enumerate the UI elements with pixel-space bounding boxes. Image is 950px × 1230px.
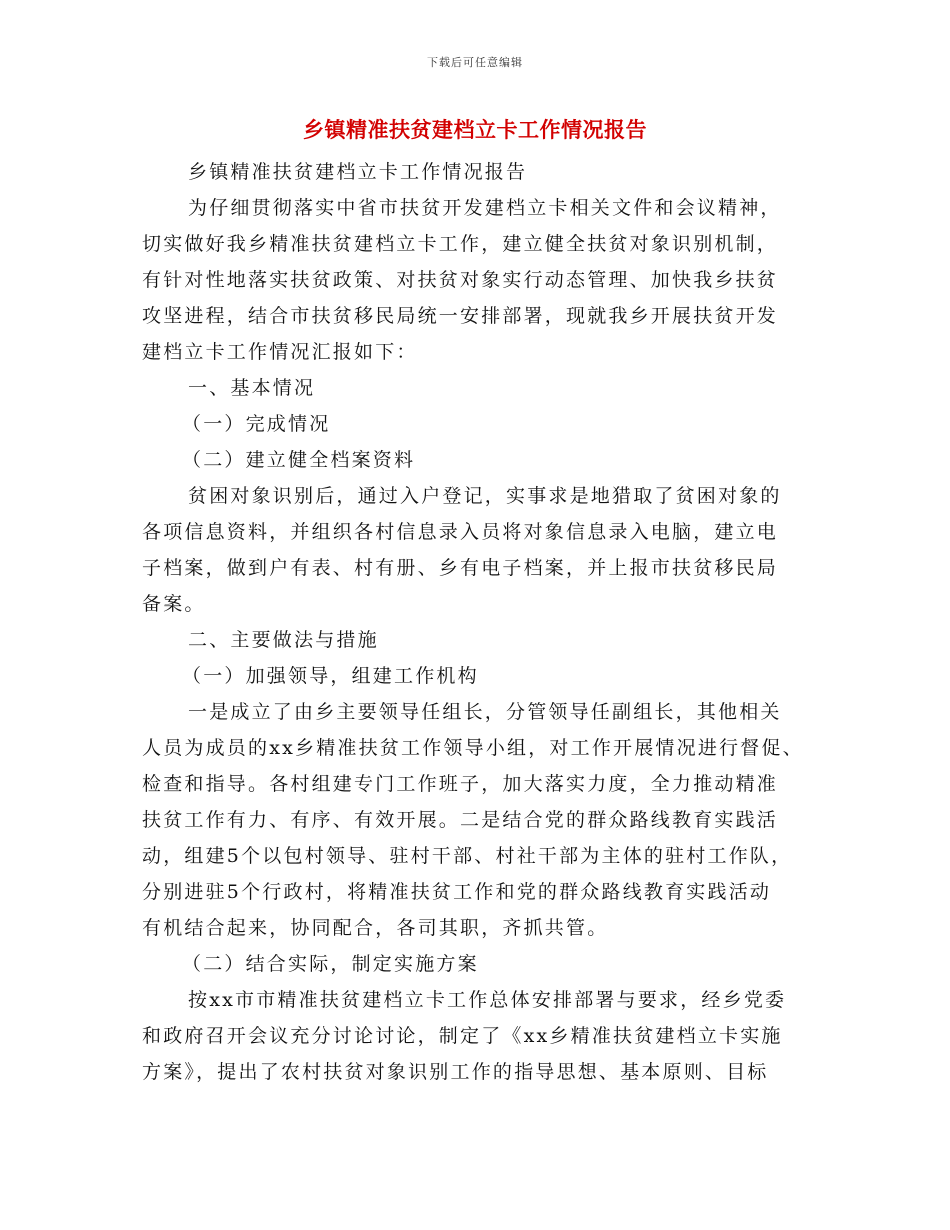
section-heading: 一、基本情况 — [188, 377, 316, 399]
body-line: 乡镇精准扶贫建档立卡工作情况报告 — [188, 161, 528, 183]
document-body — [142, 154, 812, 1090]
body-line: 方案》，提出了农村扶贫对象识别工作的指导思想、基本原则、目标 — [142, 1061, 769, 1083]
body-line: 人员为成员的xx乡精准扶贫工作领导小组，对工作开展情况进行督促、 — [142, 737, 804, 759]
body-line: 按xx市市精准扶贫建档立卡工作总体安排部署与要求，经乡党委 — [188, 989, 787, 1011]
subsection-heading: （一）加强领导，组建工作机构 — [182, 665, 479, 687]
document-title: 乡镇精准扶贫建档立卡工作情况报告 — [303, 118, 647, 142]
body-line: 检查和指导。各村组建专门工作班子，加大落实力度，全力推动精准 — [142, 773, 779, 795]
body-line: 有机结合起来，协同配合，各司其职，齐抓共管。 — [142, 917, 609, 939]
body-line: 分别进驻5个行政村，将精准扶贫工作和党的群众路线教育实践活动 — [142, 881, 772, 903]
body-line: 各项信息资料，并组织各村信息录入员将对象信息录入电脑，建立电 — [142, 521, 779, 543]
body-line: 一是成立了由乡主要领导任组长，分管领导任副组长，其他相关 — [188, 701, 782, 723]
subsection-heading: （二）建立健全档案资料 — [182, 449, 416, 471]
body-line: 建档立卡工作情况汇报如下： — [142, 341, 418, 363]
header-note: 下载后可任意编辑 — [427, 56, 523, 69]
subsection-heading: （二）结合实际，制定实施方案 — [182, 953, 479, 975]
body-line: 贫困对象识别后，通过入户登记，实事求是地猎取了贫困对象的 — [188, 485, 782, 507]
body-line: 动，组建5个以包村领导、驻村干部、村社干部为主体的驻村工作队， — [142, 845, 793, 867]
body-line: 攻坚进程，结合市扶贫移民局统一安排部署，现就我乡开展扶贫开发 — [142, 305, 779, 327]
section-heading: 二、主要做法与措施 — [188, 629, 379, 651]
body-line: 子档案，做到户有表、村有册、乡有电子档案，并上报市扶贫移民局 — [142, 557, 779, 579]
body-line: 扶贫工作有力、有序、有效开展。二是结合党的群众路线教育实践活 — [142, 809, 779, 831]
body-line: 有针对性地落实扶贫政策、对扶贫对象实行动态管理、加快我乡扶贫 — [142, 269, 779, 291]
body-line: 为仔细贯彻落实中省市扶贫开发建档立卡相关文件和会议精神， — [188, 197, 782, 219]
body-line: 切实做好我乡精准扶贫建档立卡工作，建立健全扶贫对象识别机制， — [142, 233, 779, 255]
body-line: 和政府召开会议充分讨论讨论，制定了《xx乡精准扶贫建档立卡实施 — [142, 1025, 783, 1047]
subsection-heading: （一）完成情况 — [182, 413, 331, 435]
body-line: 备案。 — [142, 593, 206, 615]
